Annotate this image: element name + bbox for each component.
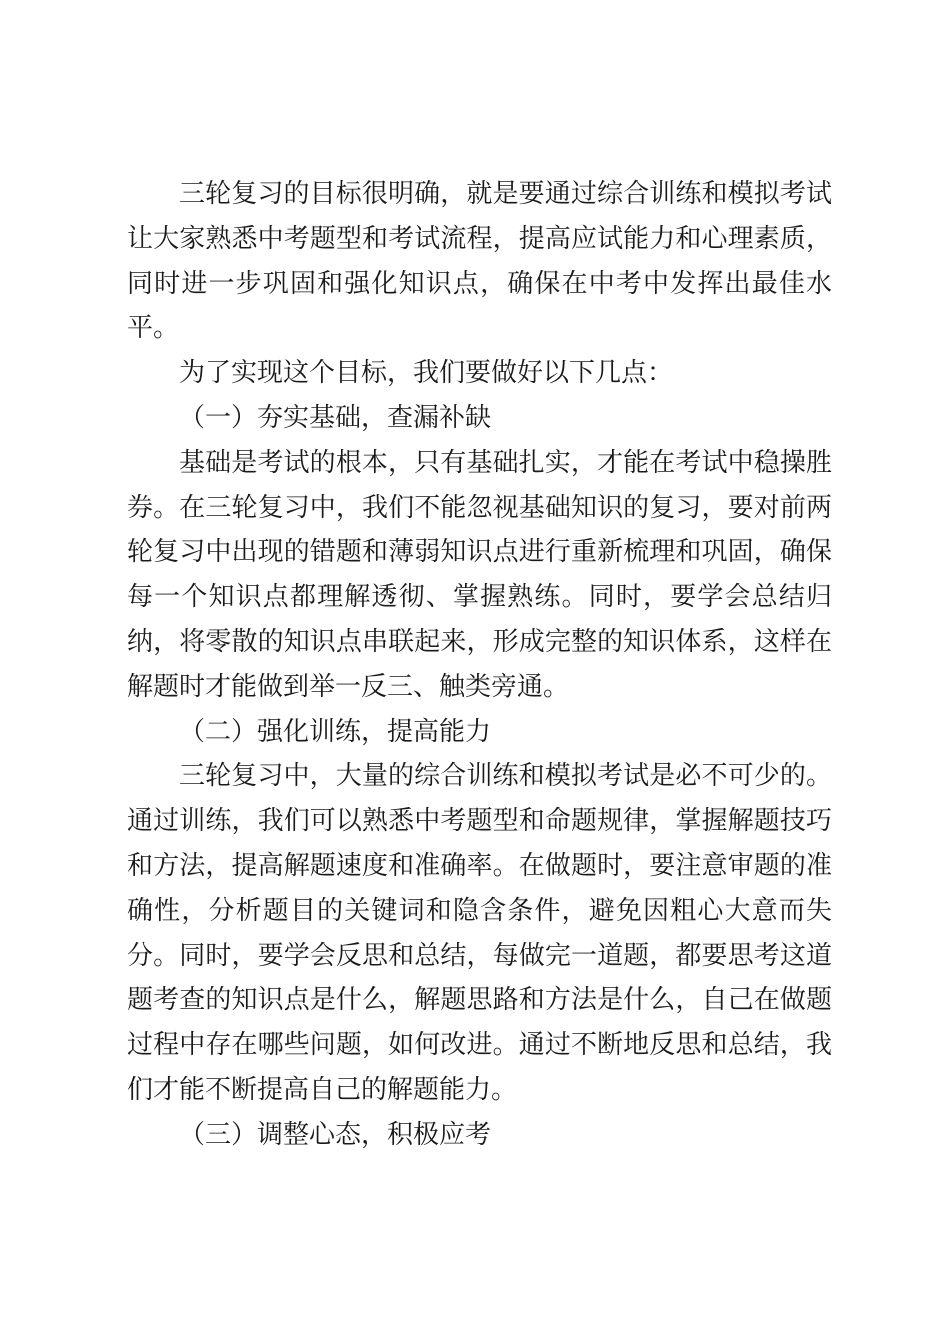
document-body <box>127 172 832 1158</box>
paragraph-section-1: 基础是考试的根本，只有基础扎实，才能在考试中稳操胜券。在三轮复习中，我们不能忽视基础知识的复习，要对前两轮复习中出现的错题和薄弱知识点进行重新梳理和巩固，确保每一个知识点都理解透彻、掌握熟练。同时，要学会总结归纳，将零散的知识点串联起来，形成完整的知识体系，这样在解题时才能做到举一反三、触类旁通。 <box>127 447 832 702</box>
heading-section-2: （二）强化训练，提高能力 <box>179 716 492 747</box>
paragraph-intro-points: 为了实现这个目标，我们要做好以下几点： <box>179 358 674 389</box>
heading-section-1: （一）夯实基础，查漏补缺 <box>179 402 492 433</box>
paragraph-section-2: 三轮复习中，大量的综合训练和模拟考试是必不可少的。通过训练，我们可以熟悉中考题型和命题规律，掌握解题技巧和方法，提高解题速度和准确率。在做题时，要注意审题的准确性，分析题目的关键词和隐含条件，避免因粗心大意而失分。同时，要学会反思和总结，每做完一道题，都要思考这道题考查的知识点是什么，解题思路和方法是什么，自己在做题过程中存在哪些问题，如何改进。通过不断地反思和总结，我们才能不断提高自己的解题能力。 <box>127 761 832 1105</box>
heading-section-3: （三）调整心态，积极应考 <box>179 1119 492 1150</box>
paragraph-goal: 三轮复习的目标很明确，就是要通过综合训练和模拟考试让大家熟悉中考题型和考试流程，提高应试能力和心理素质，同时进一步巩固和强化知识点，确保在中考中发挥出最佳水平。 <box>127 179 832 344</box>
